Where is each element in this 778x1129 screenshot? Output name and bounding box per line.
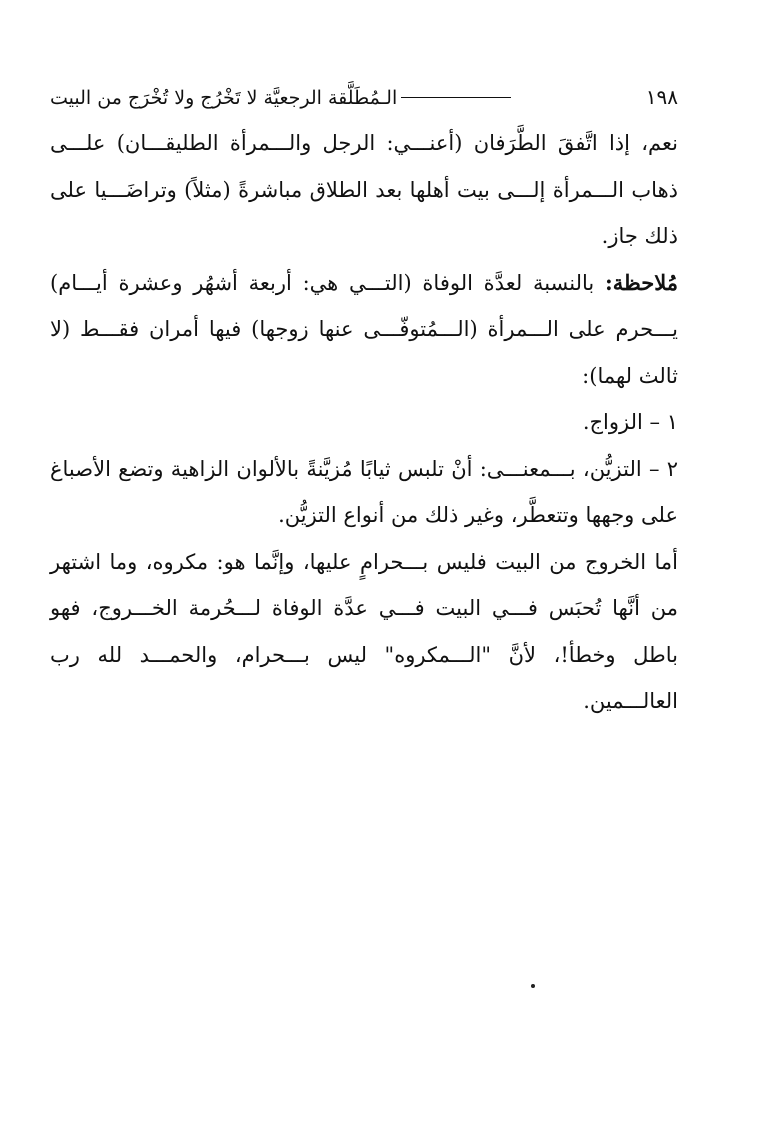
page-header: [50, 82, 678, 120]
header-rule: [401, 97, 511, 98]
running-head: [50, 83, 519, 113]
list-item-marriage: ١ – الزواج.: [582, 410, 678, 434]
note-text: بالنسبة لعدَّة الوفاة (التـــي هي: أربعة أشهُر وعشرة أيـــام) يـــحرم على الـــمرأة (الـــمُتوفّـــى عنها زوجها) فيها أمران فقـــط (لا ثالث لهما):: [50, 270, 678, 388]
stray-dot: [531, 984, 535, 988]
paragraph-agreement: نعم، إذا اتَّفقَ الطَّرَفان (أعنـــي: الرجل والـــمرأة الطليقـــان) علـــى ذهاب الـــمرأة إلـــى بيت أهلها بعد الطلاق مباشرةً (مثلاً) وتراضَـــيا على ذلك جاز.: [50, 131, 678, 248]
note-label: مُلاحظة:: [605, 269, 678, 295]
paragraph-note: [50, 260, 678, 400]
paragraph-leaving-house: أما الخروج من البيت فليس بـــحرامٍ عليها، وإنَّما هو: مكروه، وما اشتهر من أنَّها تُحبَس فـــي البيت فـــي عدَّة الوفاة لـــحُرمة الخـــروج، فهو باطل وخطأ!، لأنَّ "الـــمكروه" ليس بـــحرام، والحمـــد لله رب العالـــمين.: [50, 549, 678, 713]
running-title: الـمُطَلَّقة الرجعيَّة لا تَخْرُج ولا تُخْرَج من البيت: [50, 87, 398, 109]
page: [50, 82, 678, 725]
page-number: ١٩٨: [645, 85, 678, 109]
list-item-adornment: ٢ – التزيُّن، بـــمعنـــى: أنْ تلبس ثيابًا مُزيَّنةً بالألوان الزاهية وتضع الأصباغ على وجهها وتتعطَّر، وغير ذلك من أنواع التزيُّن.: [50, 456, 678, 527]
